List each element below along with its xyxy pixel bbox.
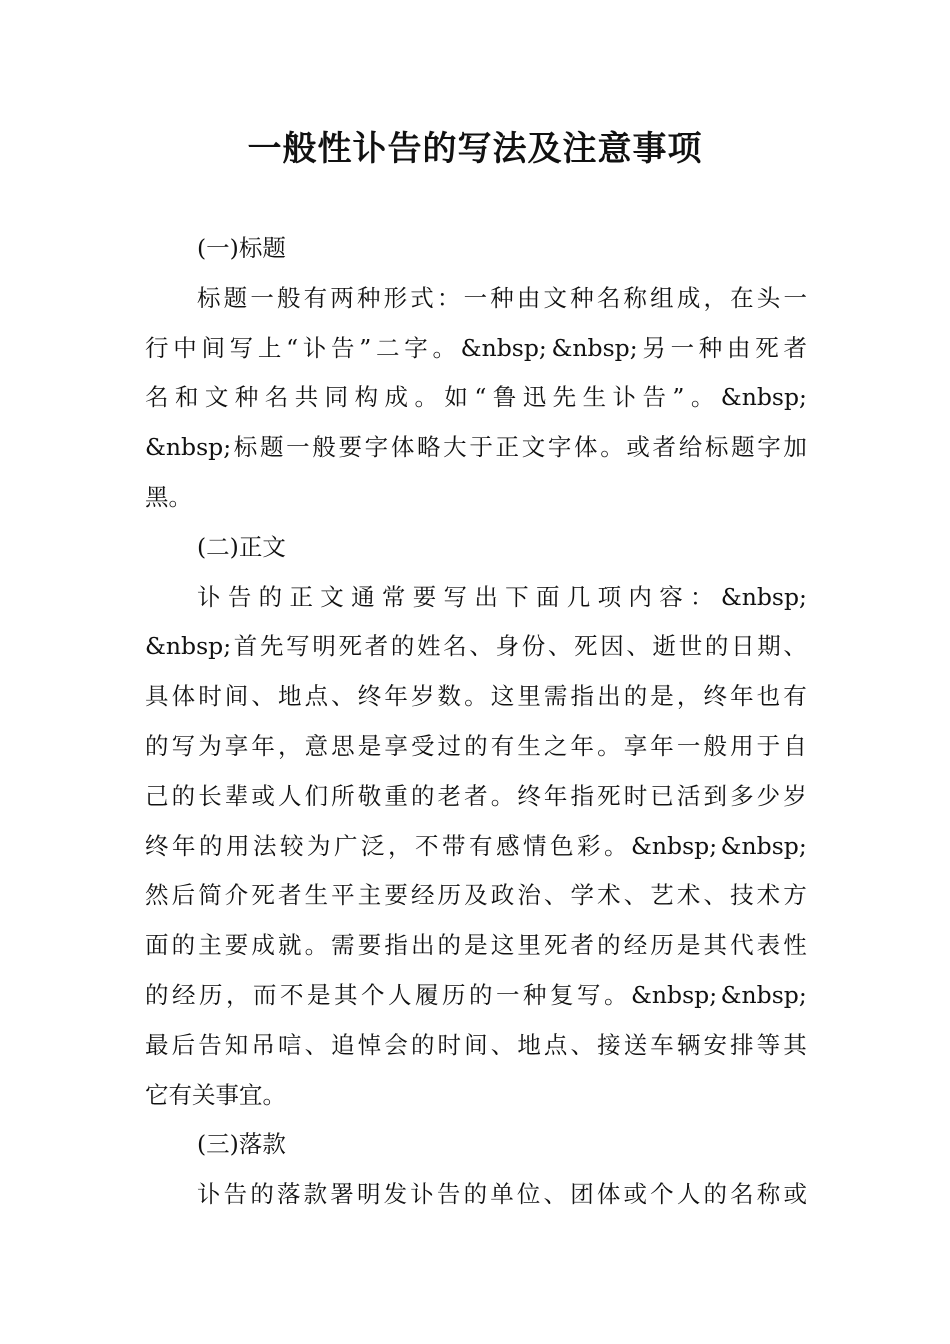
paragraph-line: 讣 告 的 正 文 通 常 要 写 出 下 面 几 项 内 容 ： &nbsp;	[197, 582, 807, 611]
paragraph-line: 的 经 历 ， 而 不 是 其 个 人 履 历 的 一 种 复 写 。 &nbsp; &nbsp;	[145, 980, 807, 1009]
section-heading: (二)正文	[197, 532, 286, 561]
paragraph-line: 面 的 主 要 成 就 。 需 要 指 出 的 是 这 里 死 者 的 经 历 是 其 代 表 性	[145, 931, 807, 960]
paragraph-line: 名 和 文 种 名 共 同 构 成 。 如 “ 鲁 迅 先 生 讣 告 ” 。 &nbsp;	[145, 383, 807, 412]
document-body	[145, 224, 807, 1220]
paragraph-line: 具 体 时 间 、 地 点 、 终 年 岁 数 。 这 里 需 指 出 的 是 ， 终 年 也 有	[145, 682, 807, 711]
section-heading: (一)标题	[197, 234, 286, 262]
paragraph-line: 标 题 一 般 有 两 种 形 式 ： 一 种 由 文 种 名 称 组 成 ， 在 头 一	[197, 283, 807, 312]
paragraph-line: &nbsp; 首 先 写 明 死 者 的 姓 名 、 身 份 、 死 因 、 逝 世 的 日 期 、	[145, 632, 807, 661]
paragraph-line: 己 的 长 辈 或 人 们 所 敬 重 的 老 者 。 终 年 指 死 时 已 活 到 多 少 岁	[145, 781, 807, 810]
paragraph-line: &nbsp; 标 题 一 般 要 字 体 略 大 于 正 文 字 体 。 或 者 给 标 题 字 加	[145, 433, 807, 462]
paragraph-line: 的 写 为 享 年 ， 意 思 是 享 受 过 的 有 生 之 年 。 享 年 一 般 用 于 自	[145, 731, 807, 760]
page-title: 一般性讣告的写法及注意事项	[247, 129, 703, 169]
paragraph-line: 行 中 间 写 上 “ 讣 告 ” 二 字 。 &nbsp; &nbsp; 另 一 种 由 死 者	[145, 333, 807, 362]
paragraph-line: 讣 告 的 落 款 署 明 发 讣 告 的 单 位 、 团 体 或 个 人 的 名 称 或	[197, 1180, 807, 1209]
paragraph-line: 终 年 的 用 法 较 为 广 泛 ， 不 带 有 感 情 色 彩 。 &nbsp; &nbsp;	[145, 831, 807, 860]
section-heading: (三)落款	[197, 1130, 286, 1159]
paragraph-line: 最 后 告 知 吊 唁 、 追 悼 会 的 时 间 、 地 点 、 接 送 车 辆 安 排 等 其	[145, 1030, 807, 1059]
paragraph-line: 然 后 简 介 死 者 生 平 主 要 经 历 及 政 治 、 学 术 、 艺 术 、 技 术 方	[145, 881, 807, 910]
paragraph-line: 黑。	[145, 482, 192, 511]
paragraph-line: 它有关事宜。	[145, 1080, 286, 1109]
